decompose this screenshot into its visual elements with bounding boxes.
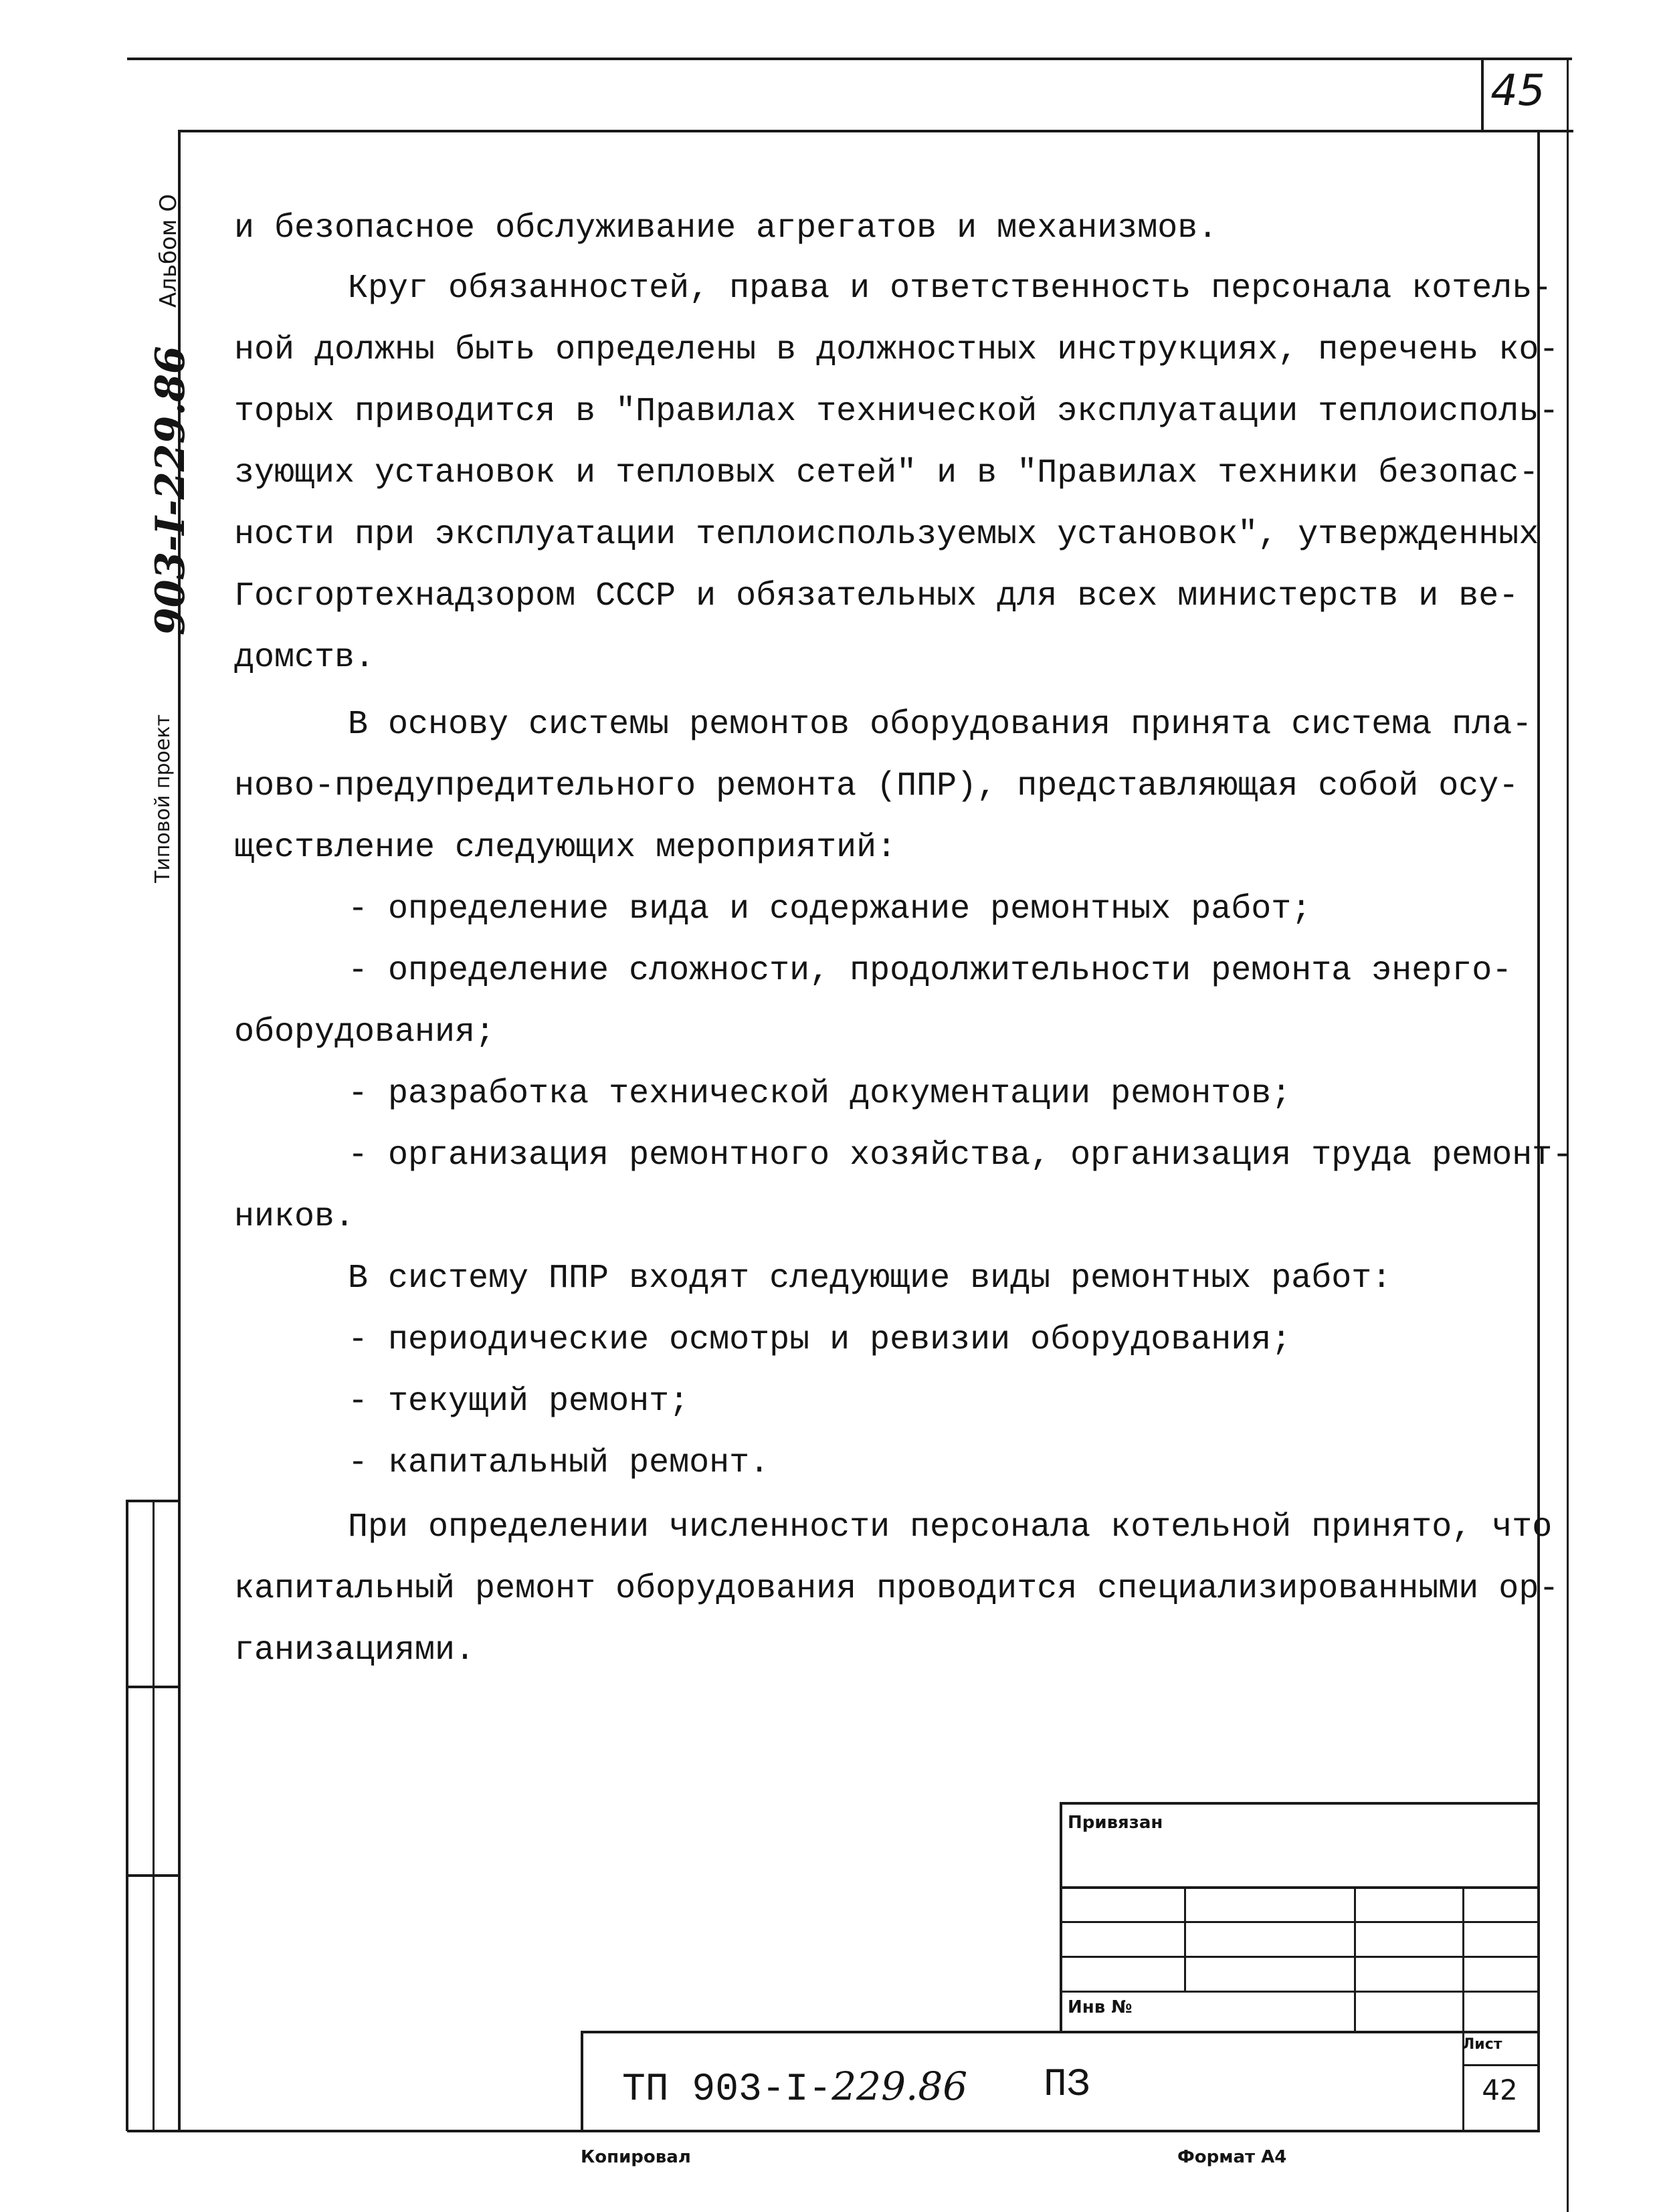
body-line: ной должны быть определены в должностных инструкциях, перечень ко- [234, 331, 1559, 369]
body-line: ников. [234, 1198, 355, 1236]
side-project-label: Типовой проект [151, 714, 175, 883]
stamp-row-1 [1060, 1886, 1539, 1889]
stamp-row-4 [1060, 1991, 1539, 1993]
body-line: домств. [234, 639, 375, 677]
footer-format-label: Формат А4 [1177, 2147, 1287, 2167]
side-album-label: Альбом О [155, 193, 182, 308]
stamp-upper-top [1060, 1802, 1539, 1805]
body-line: - разработка технической документации ремонтов; [348, 1075, 1292, 1113]
body-line: оборудования; [234, 1013, 496, 1051]
body-line: Круг обязанностей, права и ответственность персонала котель- [348, 270, 1553, 308]
sheet-label: Лист [1462, 2036, 1502, 2053]
body-line: зующих установок и тепловых сетей" и в "Правилах техники безопас- [234, 454, 1539, 492]
stamp-row-2 [1060, 1921, 1539, 1923]
body-line: ществление следующих мероприятий: [234, 829, 897, 867]
sheet-number: 42 [1482, 2074, 1518, 2106]
sheet-top-number: 45 [1490, 66, 1545, 116]
bottom-border-line [127, 2130, 1540, 2132]
body-line: ности при эксплуатации теплоиспользуемых установок", утвержденных [234, 516, 1539, 554]
stamp-row-3 [1060, 1956, 1539, 1958]
body-line: - определение вида и содержание ремонтных работ; [348, 890, 1312, 928]
binding-strip-inner [153, 1500, 155, 2131]
body-line: ганизациями. [234, 1631, 476, 1670]
document-code [622, 2064, 967, 2112]
body-line: В систему ППР входят следующие виды ремонтных работ: [348, 1260, 1392, 1298]
body-line: ново-предупредительного ремонта (ППР), представляющая собой осу- [234, 767, 1519, 805]
document-type: ПЗ [1044, 2064, 1090, 2107]
outer-right-line [1567, 58, 1569, 2212]
body-line: капитальный ремонт оборудования проводится специализированными ор- [234, 1570, 1559, 1608]
stamp-col-1 [1184, 1886, 1186, 1991]
stamp-upper-left [1060, 1802, 1062, 2032]
attached-label: Привязан [1068, 1813, 1163, 1833]
body-line: - периодические осмотры и ревизии оборудования; [348, 1321, 1292, 1359]
title-block-left [581, 2031, 583, 2131]
document-code-prefix: ТП 903-I- [622, 2068, 832, 2112]
body-line: и безопасное обслуживание агрегатов и механизмов. [234, 209, 1218, 247]
body-line: - определение сложности, продолжительности ремонта энерго- [348, 952, 1512, 990]
sheet-cell-divider [1462, 2064, 1539, 2066]
body-line: торых приводится в "Правилах технической эксплуатации теплоисполь- [234, 393, 1559, 431]
body-line: - текущий ремонт; [348, 1383, 690, 1421]
inner-top-line [179, 130, 1573, 132]
inventory-number-label: Инв № [1068, 1997, 1133, 2017]
title-block-top [581, 2031, 1539, 2033]
body-line: При определении численности персонала котельной принято, что [348, 1508, 1553, 1546]
body-line: Госгортехнадзором СССР и обязательных для всех министерств и ве- [234, 577, 1519, 615]
stamp-col-2 [1354, 1886, 1356, 2031]
footer-copied-label: Копировал [581, 2147, 691, 2167]
body-line: В основу системы ремонтов оборудования принята система пла- [348, 706, 1533, 744]
body-line: - организация ремонтного хозяйства, организация труда ремонт- [348, 1136, 1573, 1175]
document-code-suffix: 229.86 [832, 2064, 968, 2109]
body-line: - капитальный ремонт. [348, 1444, 770, 1482]
side-project-code: 903-I-229.86 [147, 346, 194, 635]
binding-strip-outer-left [126, 1500, 128, 2131]
top-border-line [127, 58, 1572, 60]
